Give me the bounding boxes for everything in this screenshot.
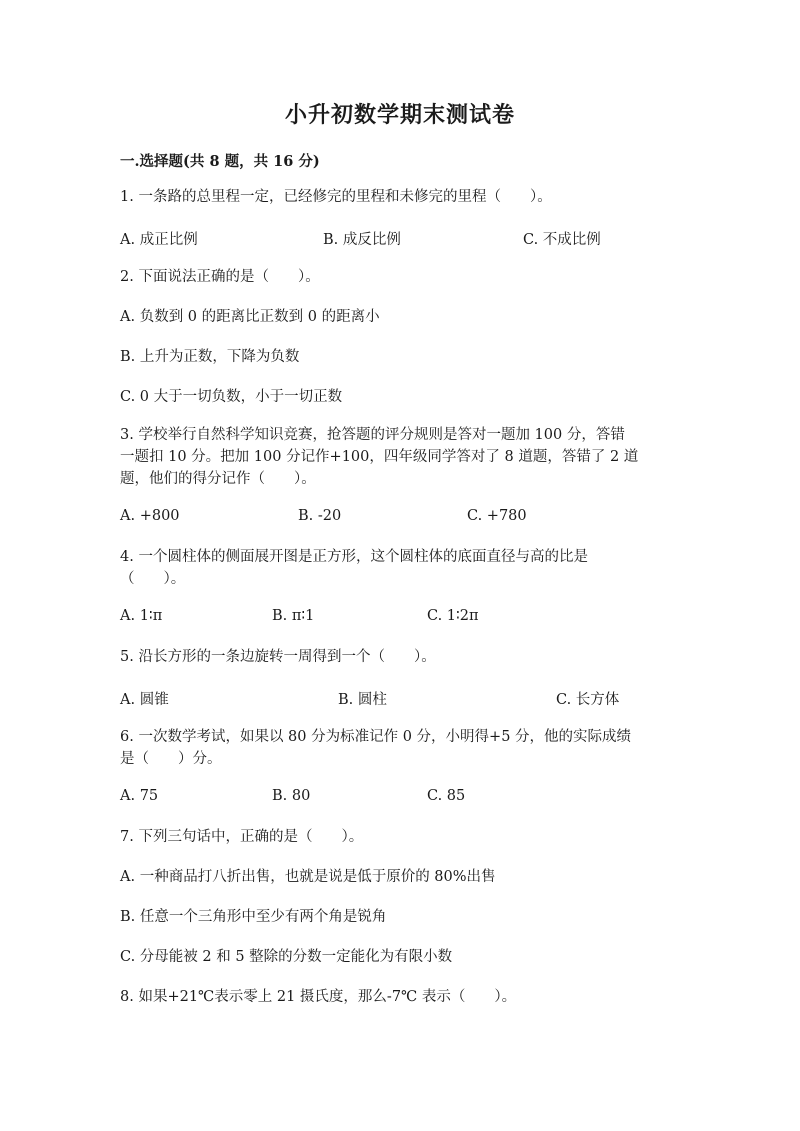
question-1-stem: 1. 一条路的总里程一定，已经修完的里程和未修完的里程（ ）。 (120, 189, 552, 205)
question-7-stem: 7. 下列三句话中，正确的是（ ）。 (120, 829, 364, 845)
question-4-option-b: B. π∶1 (272, 608, 315, 624)
question-7-option-c: C. 分母能被 2 和 5 整除的分数一定能化为有限小数 (120, 949, 453, 965)
question-2-option-b: B. 上升为正数，下降为负数 (120, 349, 300, 365)
question-4-option-a: A. 1∶π (120, 608, 163, 624)
page-title: 小升初数学期末测试卷 (284, 102, 515, 128)
question-1-option-c: C. 不成比例 (523, 232, 601, 248)
question-8-stem: 8. 如果+21℃表示零上 21 摄氏度，那么-7℃ 表示（ ）。 (120, 989, 517, 1005)
question-3-stem-line: 题，他们的得分记作（ ）。 (120, 471, 316, 487)
question-7-option-a: A. 一种商品打八折出售，也就是说是低于原价的 80%出售 (120, 869, 496, 885)
question-3-option-b: B. -20 (298, 508, 342, 524)
question-6-option-c: C. 85 (427, 788, 466, 804)
question-1-option-a: A. 成正比例 (120, 232, 198, 248)
question-5-option-c: C. 长方体 (556, 692, 620, 708)
question-5-option-b: B. 圆柱 (338, 692, 387, 708)
question-7-option-b: B. 任意一个三角形中至少有两个角是锐角 (120, 909, 387, 925)
question-5-stem: 5. 沿长方形的一条边旋转一周得到一个（ ）。 (120, 649, 436, 665)
question-6-stem-line: 是（ ）分。 (120, 751, 222, 767)
question-3-stem-line: 一题扣 10 分。把加 100 分记作+100，四年级同学答对了 8 道题，答错了 2 道 (120, 449, 639, 465)
question-3-stem-line: 3. 学校举行自然科学知识竞赛，抢答题的评分规则是答对一题加 100 分，答错 (120, 427, 625, 443)
question-3-option-c: C. +780 (467, 508, 527, 524)
question-2-option-c: C. 0 大于一切负数，小于一切正数 (120, 389, 343, 405)
question-6-option-a: A. 75 (120, 788, 159, 804)
question-6-stem-line: 6. 一次数学考试，如果以 80 分为标准记作 0 分，小明得+5 分，他的实际成绩 (120, 729, 632, 745)
question-4-stem-line: 4. 一个圆柱体的侧面展开图是正方形，这个圆柱体的底面直径与高的比是 (120, 549, 588, 565)
question-6-option-b: B. 80 (272, 788, 311, 804)
question-2-stem: 2. 下面说法正确的是（ ）。 (120, 269, 320, 285)
section-heading: 一.选择题(共 8 题，共 16 分) (120, 153, 320, 170)
question-2-option-a: A. 负数到 0 的距离比正数到 0 的距离小 (120, 309, 380, 325)
question-5-option-a: A. 圆锥 (120, 692, 169, 708)
question-1-option-b: B. 成反比例 (323, 232, 401, 248)
question-3-option-a: A. +800 (120, 508, 180, 524)
question-4-stem-line: （ ）。 (120, 571, 186, 587)
question-4-option-c: C. 1∶2π (427, 608, 479, 624)
